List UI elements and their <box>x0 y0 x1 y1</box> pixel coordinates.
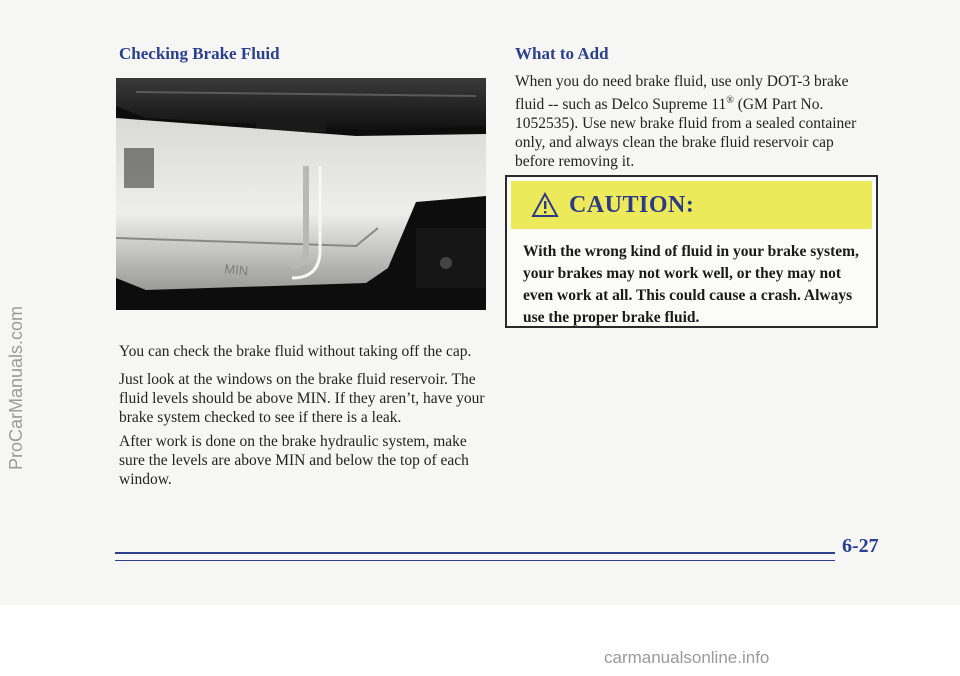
paragraph-what-to-add-start: When you do need brake fluid, use only DOT-3 brake fluid -- such as Delco Supreme 11 <box>515 73 849 114</box>
paragraph-check-without-cap: You can check the brake fluid without taking off the cap. <box>119 343 472 360</box>
reservoir-illustration <box>116 78 486 310</box>
site-watermark: carmanualsonline.info <box>604 648 770 667</box>
min-mark-label: MIN <box>223 261 249 279</box>
caution-box <box>505 175 878 328</box>
page-number: 6-27 <box>842 535 879 557</box>
paragraph-after-work: After work is done on the brake hydraulic system, make sure the levels are above MIN and below the top of each window. <box>119 433 469 488</box>
paragraph-look-at-windows: Just look at the windows on the brake fluid reservoir. The fluid levels should be above MIN. If they aren’t, have your brake system checked to see if there is a leak. <box>119 371 485 426</box>
registered-mark: ® <box>726 95 734 106</box>
footer-rule-bottom <box>115 560 835 561</box>
section-heading-checking-brake-fluid: Checking Brake Fluid <box>119 44 280 63</box>
caution-title: CAUTION: <box>569 191 695 218</box>
warning-triangle-icon <box>531 192 559 218</box>
caution-text: With the wrong kind of fluid in your brake system, your brakes may not work well, or they may not even work at all. This could cause a crash. Always use the proper brake fluid. <box>523 243 859 326</box>
footer-rule-top <box>115 552 835 554</box>
paragraph-what-to-add-end: (GM Part No. 1052535). Use new brake fluid from a sealed container only, and always clean the brake fluid reservoir cap before removing it. <box>515 96 857 171</box>
watermark: ProCarManuals.com <box>6 305 26 470</box>
paragraph-what-to-add <box>515 72 875 171</box>
section-heading-what-to-add: What to Add <box>515 44 609 63</box>
brake-fluid-reservoir-photo <box>116 78 486 310</box>
caution-header <box>511 181 872 229</box>
